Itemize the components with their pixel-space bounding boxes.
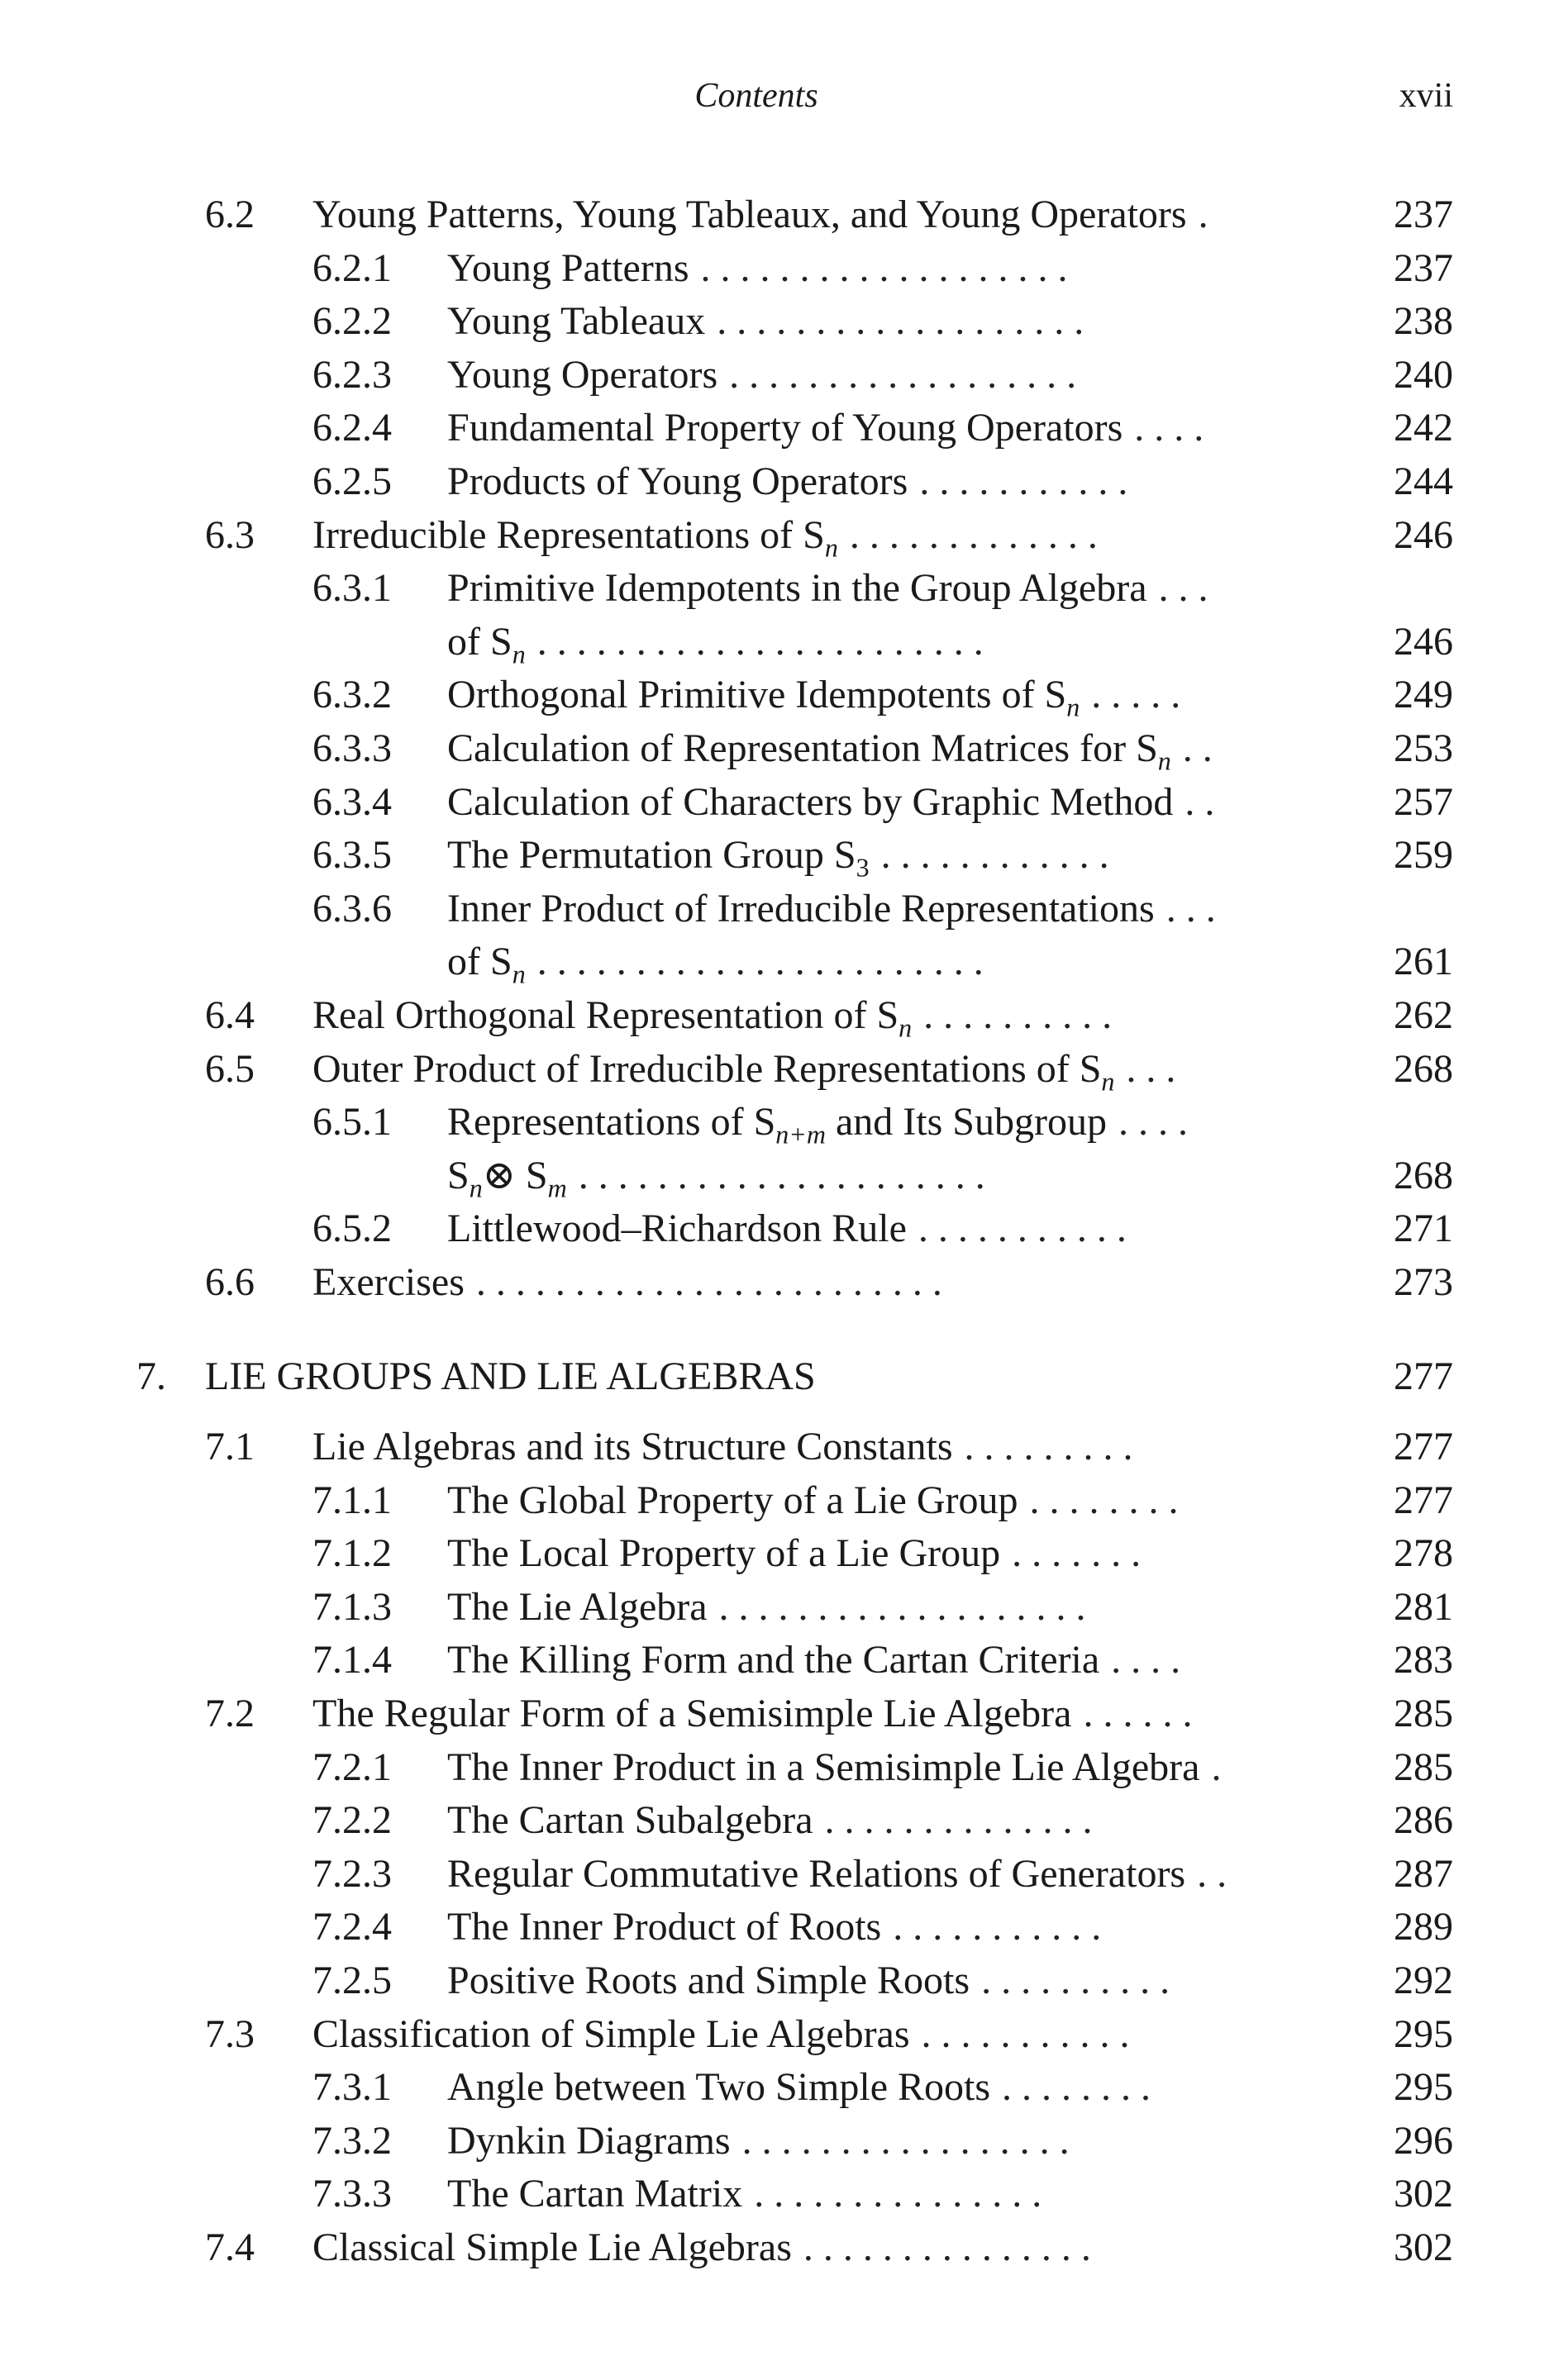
dot-leader: .................: [741, 2118, 1080, 2163]
entry-number: 6.3: [205, 512, 255, 557]
entry-title-text: Real Orthogonal Representation of S: [312, 992, 899, 1037]
entry-page-ref: 281: [1394, 1584, 1453, 1629]
entry-number: 6.2.1: [312, 245, 392, 290]
entry-title-text: Regular Commutative Relations of Generators: [447, 1851, 1186, 1896]
entry-title-wrap: [447, 1096, 1357, 1150]
entry-title-text: Positive Roots and Simple Roots: [447, 1959, 970, 2002]
dot-leader: .........: [964, 1425, 1143, 1469]
entry-title-text: Fundamental Property of Young Operators: [447, 406, 1123, 450]
entry-number: 6.3.4: [312, 779, 392, 824]
entry-number: 7.2.3: [312, 1851, 392, 1896]
entry-page-ref: 242: [1394, 406, 1453, 450]
subscript: n: [512, 639, 526, 669]
entry-title: [312, 2221, 792, 2275]
entry-title: [447, 1634, 1099, 1687]
entry-title-wrap: [447, 1954, 1357, 2008]
entry-title-text: Littlewood–Richardson Rule: [447, 1207, 907, 1251]
entry-number: 6.2.4: [312, 406, 392, 450]
entry-title-text: S: [447, 1153, 470, 1197]
entry-page-ref: 283: [1394, 1638, 1453, 1683]
entry-title: [447, 1527, 1000, 1581]
entry-title-wrap: [312, 1687, 1357, 1741]
dot-leader: ..: [1182, 726, 1223, 770]
entry-page-ref: 278: [1394, 1531, 1453, 1576]
entry-title-wrap: [447, 1848, 1357, 1902]
entry-page-ref: 302: [1394, 2225, 1453, 2269]
dot-leader: ......: [1083, 1692, 1203, 1736]
subscript: n: [899, 1012, 913, 1043]
toc-entry: [0, 2115, 1554, 2168]
entry-title: [312, 989, 912, 1043]
entry-title: [447, 616, 526, 669]
entry-title-wrap: [447, 616, 1357, 669]
table-of-contents: [0, 188, 1554, 2275]
dot-leader: ...........: [921, 2011, 1140, 2056]
toc-chapter: [0, 1350, 1554, 1404]
dot-leader: ..: [1185, 779, 1225, 824]
entry-page-ref: 249: [1394, 673, 1453, 717]
entry-page-ref: 277: [1394, 1478, 1453, 1522]
toc-entry: [0, 2221, 1554, 2275]
toc-entry: [0, 722, 1554, 776]
toc-entry: [0, 989, 1554, 1043]
toc-entry: [0, 562, 1554, 616]
entry-title: [447, 776, 1173, 830]
subscript: n: [469, 1173, 483, 1203]
entry-title: [447, 402, 1123, 455]
entry-title-text: Dynkin Diagrams: [447, 2118, 731, 2163]
dot-leader: .....................: [578, 1153, 995, 1197]
entry-title-text: Irreducible Representations of S: [312, 512, 825, 557]
entry-title: [447, 935, 526, 989]
entry-title-wrap: [312, 2221, 1357, 2275]
dot-leader: ...........: [893, 1905, 1112, 1949]
entry-title-wrap: [447, 1741, 1357, 1795]
entry-page-ref: 287: [1394, 1851, 1453, 1896]
toc-entry: [0, 1954, 1554, 2008]
toc-entry: [0, 1794, 1554, 1848]
entry-number: 6.2: [205, 193, 255, 236]
entry-number: 7.3.3: [312, 2172, 392, 2216]
dot-leader: ........................: [475, 1259, 952, 1304]
entry-title: [447, 829, 870, 883]
toc-entry: [0, 1901, 1554, 1954]
entry-title: [447, 1794, 813, 1848]
dot-leader: .: [1211, 1745, 1232, 1789]
toc-entry: [0, 1581, 1554, 1635]
dot-leader: ............: [880, 833, 1119, 878]
entry-title-text: Primitive Idempotents in the Group Algebra: [447, 566, 1147, 611]
entry-title-text: The Killing Form and the Cartan Criteria: [447, 1638, 1100, 1683]
entry-title-text: Angle between Two Simple Roots: [447, 2065, 991, 2110]
dot-leader: ........: [1002, 2065, 1161, 2110]
entry-title-text: Orthogonal Primitive Idempotents of S: [447, 673, 1067, 717]
subscript: 3: [856, 852, 870, 883]
dot-leader: ..: [1197, 1851, 1237, 1896]
entry-number: 6.5: [205, 1046, 255, 1091]
entry-number: 6.4: [205, 992, 255, 1037]
entry-number: 7.2: [205, 1692, 255, 1736]
dot-leader: ...: [1166, 886, 1226, 931]
entry-title: [447, 883, 1155, 936]
entry-title-text: Young Patterns, Young Tableaux, and Young Operators: [312, 193, 1187, 236]
toc-entry: [0, 669, 1554, 722]
entry-title: [205, 1350, 816, 1404]
toc-entry: [0, 1527, 1554, 1581]
entry-title-wrap: [447, 1527, 1357, 1581]
entry-page-ref: 261: [1394, 940, 1453, 984]
entry-title: [312, 2008, 910, 2062]
entry-title-text: Calculation of Characters by Graphic Method: [447, 779, 1174, 824]
entry-title-wrap: [312, 188, 1357, 242]
entry-title-text: Exercises: [312, 1259, 465, 1304]
toc-entry: [0, 1848, 1554, 1902]
entry-page-ref: 295: [1394, 2065, 1453, 2110]
toc-entry: [0, 1256, 1554, 1310]
entry-title: [447, 1848, 1185, 1902]
toc-entry: [0, 776, 1554, 830]
dot-leader: .......................: [536, 940, 994, 984]
entry-title: [447, 669, 1080, 722]
entry-number: 6.6: [205, 1259, 255, 1304]
entry-number: 7.1.4: [312, 1638, 392, 1683]
entry-page-ref: 292: [1394, 1959, 1453, 2002]
entry-title-wrap: [447, 935, 1357, 989]
running-title: Contents: [694, 77, 818, 115]
entry-title: [447, 2115, 731, 2168]
entry-title-wrap: [312, 509, 1357, 563]
entry-page-ref: 246: [1394, 619, 1453, 664]
entry-number: 7.: [136, 1354, 166, 1399]
entry-title-text: Representations of S: [447, 1100, 776, 1145]
entry-number: 7.3: [205, 2011, 255, 2056]
entry-title-text: Outer Product of Irreducible Representations of S: [312, 1046, 1102, 1091]
entry-title-wrap: [447, 1202, 1357, 1256]
entry-number: 6.3.3: [312, 726, 392, 770]
entry-page-ref: 286: [1394, 1798, 1453, 1843]
entry-title-wrap: [447, 776, 1357, 830]
toc-entry: [0, 1096, 1554, 1150]
entry-number: 7.2.5: [312, 1959, 392, 2002]
dot-leader: ...................: [717, 299, 1094, 344]
dot-leader: ...................: [700, 245, 1078, 290]
subscript: n: [1157, 745, 1171, 776]
entry-title-text: Calculation of Representation Matrices for S: [447, 726, 1158, 770]
entry-title-wrap: [312, 1256, 1357, 1310]
dot-leader: ...............: [803, 2225, 1101, 2269]
entry-title-text: The Lie Algebra: [447, 1584, 708, 1629]
entry-title-wrap: [447, 2061, 1357, 2115]
dot-leader: ...: [1158, 566, 1218, 611]
entry-page-ref: 240: [1394, 352, 1453, 397]
subscript: n: [512, 959, 526, 989]
entry-title-text: of S: [447, 940, 512, 984]
entry-title: [312, 509, 838, 563]
entry-title: [447, 455, 908, 509]
entry-number: 7.2.2: [312, 1798, 392, 1843]
entry-title: [447, 722, 1171, 776]
entry-title-text: Inner Product of Irreducible Representations: [447, 886, 1155, 931]
entry-page-ref: 237: [1394, 245, 1453, 290]
entry-number: 7.1.2: [312, 1531, 392, 1576]
entry-page-ref: 271: [1394, 1207, 1453, 1251]
entry-number: 7.3.2: [312, 2118, 392, 2163]
toc-entry: [0, 2061, 1554, 2115]
toc-entry: [0, 455, 1554, 509]
entry-title-text: of S: [447, 619, 512, 664]
dot-leader: ..................: [729, 352, 1087, 397]
toc-entry: [0, 1150, 1554, 1203]
entry-number: 7.3.1: [312, 2065, 392, 2110]
dot-leader: ...............: [754, 2172, 1052, 2216]
entry-number: 6.3.6: [312, 886, 392, 931]
entry-page-ref: 259: [1394, 833, 1453, 878]
dot-leader: .: [1198, 193, 1218, 236]
entry-title: [447, 562, 1147, 616]
toc-entry: [0, 1043, 1554, 1097]
toc-entry: [0, 1634, 1554, 1687]
entry-title-wrap: [447, 455, 1357, 509]
toc-entry: [0, 242, 1554, 296]
toc-entry: [0, 509, 1554, 563]
entry-title-wrap: [447, 2168, 1357, 2221]
entry-page-ref: 295: [1394, 2011, 1453, 2056]
entry-title-wrap: [312, 2008, 1357, 2062]
entry-title-wrap: [447, 883, 1357, 936]
entry-page-ref: 273: [1394, 1259, 1453, 1304]
entry-title-text: Young Tableaux: [447, 299, 706, 344]
entry-title-text: LIE GROUPS AND LIE ALGEBRAS: [205, 1354, 816, 1399]
subscript: n: [824, 532, 838, 563]
entry-number: 6.5.1: [312, 1100, 392, 1145]
entry-page-ref: 268: [1394, 1153, 1453, 1197]
entry-title-wrap: [447, 1794, 1357, 1848]
entry-page-ref: 246: [1394, 512, 1453, 557]
entry-title-wrap: [312, 1043, 1357, 1097]
entry-title: [447, 1901, 881, 1954]
entry-title: [447, 349, 717, 402]
entry-title-wrap: [447, 349, 1357, 402]
entry-title: [447, 295, 705, 349]
toc-entry: [0, 1687, 1554, 1741]
entry-title-wrap: [447, 1901, 1357, 1954]
toc-entry: [0, 829, 1554, 883]
entry-title: [312, 1043, 1114, 1097]
toc-entry: [0, 1202, 1554, 1256]
entry-number: 7.1: [205, 1425, 255, 1469]
entry-title-wrap: [205, 1350, 1357, 1404]
entry-title-text: The Inner Product in a Semisimple Lie Algebra: [447, 1745, 1200, 1789]
entry-number: 6.5.2: [312, 1207, 392, 1251]
entry-title-text: The Inner Product of Roots: [447, 1905, 882, 1949]
toc-entry: [0, 188, 1554, 242]
entry-title: [447, 1096, 1107, 1150]
entry-page-ref: 244: [1394, 459, 1453, 503]
subscript: n+m: [775, 1119, 826, 1150]
entry-title-wrap: [447, 1634, 1357, 1687]
dot-leader: ....: [1118, 1100, 1198, 1145]
entry-title: [447, 1581, 708, 1635]
entry-number: 7.4: [205, 2225, 255, 2269]
toc-entry: [0, 402, 1554, 455]
entry-title: [447, 1954, 970, 2008]
entry-title-wrap: [447, 402, 1357, 455]
entry-title-text: The Permutation Group S: [447, 833, 856, 878]
entry-title: [312, 1256, 465, 1310]
entry-title-wrap: [447, 562, 1357, 616]
entry-title-wrap: [447, 1150, 1357, 1203]
entry-number: 6.2.5: [312, 459, 392, 503]
dot-leader: ...........: [919, 459, 1138, 503]
dot-leader: ....: [1111, 1638, 1191, 1683]
entry-title: [447, 1202, 907, 1256]
subscript: n: [1101, 1066, 1115, 1097]
entry-title: [447, 242, 689, 296]
entry-title-text: Classical Simple Lie Algebras: [312, 2225, 792, 2269]
entry-page-ref: 277: [1394, 1354, 1453, 1399]
entry-title: [447, 2168, 742, 2221]
entry-title-wrap: [447, 829, 1357, 883]
entry-title-wrap: [447, 1474, 1357, 1528]
entry-page-ref: 285: [1394, 1692, 1453, 1736]
entry-title-text: Classification of Simple Lie Algebras: [312, 2011, 910, 2056]
dot-leader: ..........: [923, 992, 1123, 1037]
entry-title-wrap: [312, 989, 1357, 1043]
entry-title-wrap: [447, 2115, 1357, 2168]
subscript: m: [547, 1173, 567, 1203]
toc-entry: [0, 2168, 1554, 2221]
entry-title-text: The Cartan Subalgebra: [447, 1798, 813, 1843]
entry-title-wrap: [447, 295, 1357, 349]
entry-title: [447, 2061, 990, 2115]
entry-page-ref: 238: [1394, 299, 1453, 344]
entry-page-ref: 237: [1394, 193, 1453, 236]
entry-number: 6.3.5: [312, 833, 392, 878]
toc-entry: [0, 1474, 1554, 1528]
entry-title-text: Young Patterns: [447, 245, 689, 290]
toc-entry: [0, 295, 1554, 349]
dot-leader: ........: [1029, 1478, 1189, 1522]
entry-number: 7.1.3: [312, 1584, 392, 1629]
page-number: xvii: [1399, 77, 1453, 115]
entry-title-text: The Cartan Matrix: [447, 2172, 743, 2216]
dot-leader: .......: [1012, 1531, 1151, 1576]
entry-title-wrap: [312, 1421, 1357, 1474]
toc-entry: [0, 1741, 1554, 1795]
toc-entry: [0, 1421, 1554, 1474]
page-header: [0, 76, 1554, 126]
entry-title-text: Products of Young Operators: [447, 459, 908, 503]
entry-number: 6.3.2: [312, 673, 392, 717]
entry-number: 6.3.1: [312, 566, 392, 611]
dot-leader: ..............: [824, 1798, 1103, 1843]
entry-title-text: Young Operators: [447, 352, 718, 397]
entry-page-ref: 253: [1394, 726, 1453, 770]
entry-page-ref: 262: [1394, 992, 1453, 1037]
entry-page-ref: 277: [1394, 1425, 1453, 1469]
entry-title: [447, 1474, 1018, 1528]
entry-number: 7.2.4: [312, 1905, 392, 1949]
entry-title: [447, 1150, 567, 1203]
entry-title-text: The Global Property of a Lie Group: [447, 1478, 1018, 1522]
dot-leader: ...................: [718, 1584, 1096, 1629]
entry-page-ref: 268: [1394, 1046, 1453, 1091]
entry-title-text: The Local Property of a Lie Group: [447, 1531, 1001, 1576]
entry-page-ref: 302: [1394, 2172, 1453, 2216]
entry-title-text: and Its Subgroup: [825, 1100, 1107, 1145]
entry-title-wrap: [447, 242, 1357, 296]
dot-leader: ....: [1134, 406, 1214, 450]
dot-leader: .......................: [536, 619, 994, 664]
entry-title: [447, 1741, 1199, 1795]
dot-leader: ..........: [981, 1959, 1180, 2002]
entry-title-text: Lie Algebras and its Structure Constants: [312, 1425, 953, 1469]
toc-entry: [0, 2008, 1554, 2062]
entry-title-wrap: [447, 1581, 1357, 1635]
entry-title: [312, 1421, 953, 1474]
subscript: n: [1066, 692, 1080, 722]
entry-page-ref: 296: [1394, 2118, 1453, 2163]
toc-entry: [0, 883, 1554, 936]
dot-leader: .............: [849, 512, 1108, 557]
entry-page-ref: 257: [1394, 779, 1453, 824]
dot-leader: ...........: [918, 1207, 1137, 1251]
entry-title-text: ⊗ S: [482, 1153, 548, 1197]
toc-entry: [0, 935, 1554, 989]
entry-page-ref: 285: [1394, 1745, 1453, 1789]
entry-title-text: The Regular Form of a Semisimple Lie Algebra: [312, 1692, 1072, 1736]
entry-number: 7.1.1: [312, 1478, 392, 1522]
entry-title-wrap: [447, 669, 1357, 722]
entry-number: 6.2.3: [312, 352, 392, 397]
dot-leader: .....: [1091, 673, 1191, 717]
dot-leader: ...: [1126, 1046, 1186, 1091]
toc-entry: [0, 616, 1554, 669]
entry-title: [312, 188, 1187, 242]
entry-title: [312, 1687, 1071, 1741]
toc-entry: [0, 349, 1554, 402]
entry-number: 6.2.2: [312, 299, 392, 344]
entry-page-ref: 289: [1394, 1905, 1453, 1949]
entry-number: 7.2.1: [312, 1745, 392, 1789]
entry-title-wrap: [447, 722, 1357, 776]
